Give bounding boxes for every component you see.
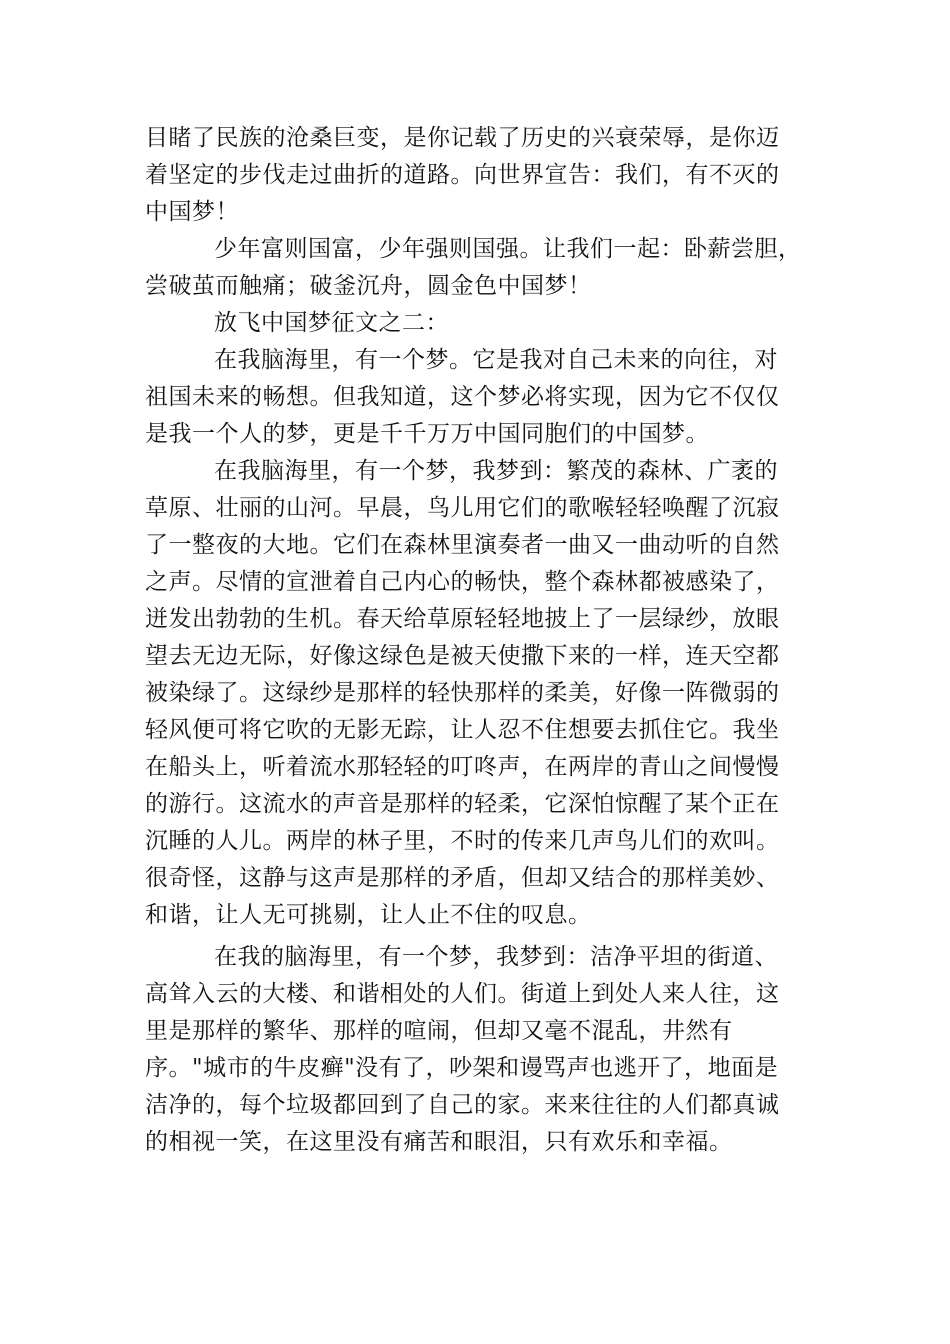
text-line: 轻风便可将它吹的无影无踪，让人忍不住想要去抓住它。我坐 [145,717,780,743]
text-line: 很奇怪，这静与这声是那样的矛盾，但却又结合的那样美妙、 [145,865,780,891]
text-line: 在我脑海里，有一个梦。它是我对自己未来的向往，对 [214,347,778,373]
text-line: 是我一个人的梦，更是千千万万中国同胞们的中国梦。 [145,421,709,447]
text-line: 之声。尽情的宣泄着自己内心的畅快，整个森林都被感染了， [145,569,780,595]
text-line: 沉睡的人儿。两岸的林子里，不时的传来几声鸟儿们的欢叫。 [145,828,780,854]
text-line: 被染绿了。这绿纱是那样的轻快那样的柔美，好像一阵微弱的 [145,680,780,706]
text-line: 在我脑海里，有一个梦，我梦到：繁茂的森林、广袤的 [214,458,778,484]
text-line: 目睹了民族的沧桑巨变，是你记载了历史的兴衰荣辱，是你迈 [145,125,780,151]
text-line: 里是那样的繁华、那样的喧闹，但却又毫不混乱，井然有 [145,1018,733,1044]
text-line: 高耸入云的大楼、和谐相处的人们。街道上到处人来人往，这 [145,981,780,1007]
text-line: 了一整夜的大地。它们在森林里演奏者一曲又一曲动听的自然 [145,532,780,558]
text-line: 在船头上，听着流水那轻轻的叮咚声，在两岸的青山之间慢慢 [145,754,780,780]
text-line: 望去无边无际，好像这绿色是被天使撒下来的一样，连天空都 [145,643,780,669]
section-heading: 放飞中国梦征文之二： [214,310,449,336]
text-line: 着坚定的步伐走过曲折的道路。向世界宣告：我们，有不灭的 [145,162,780,188]
text-line: 在我的脑海里，有一个梦，我梦到：洁净平坦的街道、 [214,944,778,970]
text-line: 迸发出勃勃的生机。春天给草原轻轻地披上了一层绿纱，放眼 [145,606,780,632]
text-line: 草原、壮丽的山河。早晨，鸟儿用它们的歌喉轻轻唤醒了沉寂 [145,495,780,521]
text-line: 少年富则国富，少年强则国强。让我们一起：卧薪尝胆， [214,236,802,262]
text-line: 和谐，让人无可挑剔，让人止不住的叹息。 [145,902,592,928]
text-line: 祖国未来的畅想。但我知道，这个梦必将实现，因为它不仅仅 [145,384,780,410]
text-line: 洁净的，每个垃圾都回到了自己的家。来来往往的人们都真诚 [145,1092,780,1118]
text-line: 的相视一笑，在这里没有痛苦和眼泪，只有欢乐和幸福。 [145,1129,733,1155]
text-line: 的游行。这流水的声音是那样的轻柔，它深怕惊醒了某个正在 [145,791,780,817]
text-line: 中国梦！ [145,199,239,225]
text-line: 尝破茧而触痛；破釜沉舟，圆金色中国梦！ [145,273,592,299]
text-line: 序。"城市的牛皮癣"没有了，吵架和谩骂声也逃开了，地面是 [145,1055,779,1081]
